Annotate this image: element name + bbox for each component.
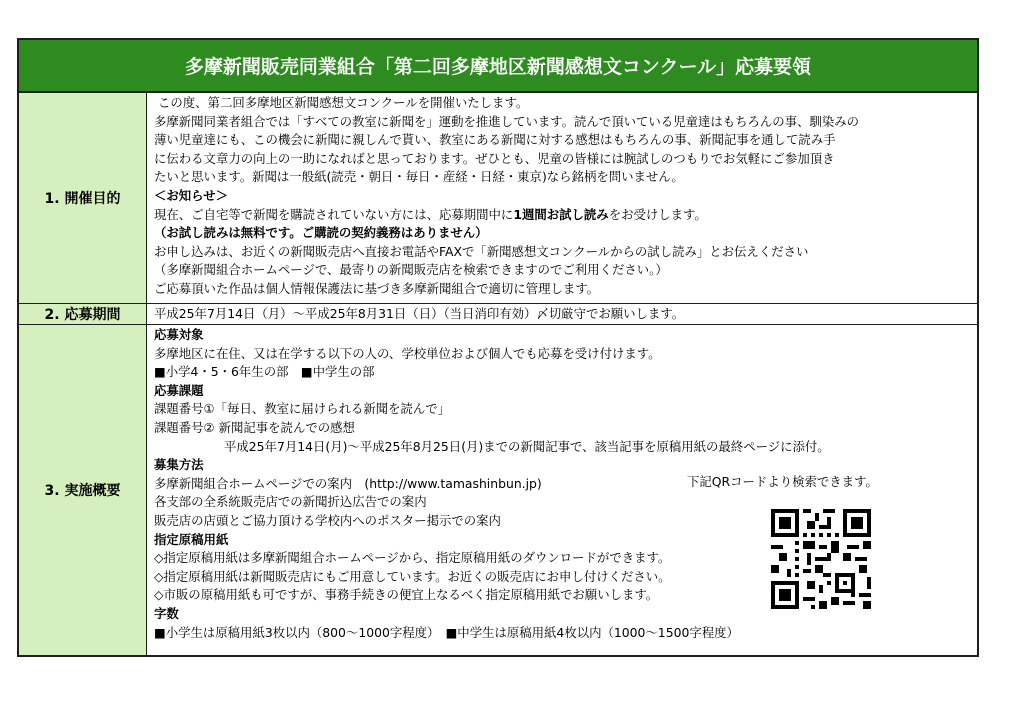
text-line: 薄い児童達にも、この機会に新聞に親しんで貰い、教室にある新聞に対する感想はもちろんの事、新聞記事を通して読み手 [154,132,836,148]
subheading: 応募対象 [154,327,204,342]
text-line: ◇指定原稿用紙は新聞販売店にもご用意しています。お近くの販売店にお申し付けください。 [154,568,671,584]
text-line: ■小学4・5・6年生の部 ■中学生の部 [154,364,375,380]
text-line: 平成25年7月14日（月）～平成25年8月31日（日）（当日消印有効）〆切厳守でお願いします。 [154,306,685,321]
text-line: 多摩地区に在住、又は在学する以下の人の、学校単位および個人でも応募を受け付けます。 [154,345,661,361]
text-line: ◇市販の原稿用紙も可ですが、事務手続きの便宜上なるべく指定原稿用紙でお願いします。 [154,587,659,603]
page-title: 多摩新聞販売同業組合「第二回多摩地区新聞感想文コンクール」応募要領 [19,40,977,93]
notice-heading: ＜お知らせ＞ [154,187,228,203]
text-line: 多摩新聞同業者組合では「すべての教室に新聞を」運動を推進しています。読んで頂いている児童達はもちろんの事、馴染みの [154,113,860,129]
qr-note: 下記QRコードより検索できます。 [687,474,878,489]
section-period [19,304,977,325]
text-line: に伝わる文章力の向上の一助になればと思っております。ぜひとも、児童の皆様には腕試しのつもりでお気軽にご参加頂き [154,150,835,166]
text-line: （お試し読みは無料です。ご購読の契約義務はありません） [154,225,488,241]
subheading: 応募課題 [154,382,204,398]
section-body [147,325,977,655]
text-line: 販売店の店頭とご協力頂ける学校内へのポスター掲示での案内 [154,512,501,528]
section-body [147,304,977,324]
text-line: ご応募頂いた作品は個人情報保護法に基づき多摩新聞組合で適切に管理します。 [154,280,600,296]
section-heading: 1. 開催目的 [19,93,147,303]
text-line: この度、第二回多摩地区新聞感想文コンクールを開催いたします。 [158,95,529,110]
text-line: （多摩新聞組合ホームページで、最寄りの新聞販売店を検索できますのでご利用ください。） [154,262,668,278]
text-line: 平成25年7月14日(月)～平成25年8月25日(月)までの新聞記事で、該当記事を原稿用紙の最終ページに添付。 [224,438,830,454]
subheading: 字数 [154,605,179,621]
document-sheet [17,38,979,657]
text-line: ■小学生は原稿用紙3枚以内（800～1000字程度） ■中学生は原稿用紙4枚以内（1000～1500字程度） [154,624,739,640]
text-line: たいと思います。新聞は一般紙(読売・朝日・毎日・産経・日経・東京)なら銘柄を問いません。 [154,169,684,185]
qr-code-icon[interactable] [771,509,871,609]
subheading: 指定原稿用紙 [154,531,229,547]
text-line: 課題番号①「毎日、教室に届けられる新聞を読んで」 [154,401,451,417]
text-line: お申し込みは、お近くの新聞販売店へ直接お電話やFAXで「新聞感想文コンクールからの試し読み」とお伝えください [154,243,809,259]
text-line: ◇指定原稿用紙は多摩新聞組合ホームページから、指定原稿用紙のダウンロードができます。 [154,550,671,566]
subheading: 募集方法 [154,457,204,473]
text-line: 課題番号② 新聞記事を読んでの感想 [154,419,355,435]
section-purpose [19,93,977,304]
section-body [147,93,977,303]
section-heading: 3. 実施概要 [19,325,147,655]
section-heading: 2. 応募期間 [19,304,147,324]
text-line: 各支部の全系統販売店での新聞折込広告での案内 [154,494,427,510]
text-line: 多摩新聞組合ホームページでの案内 (http://www.tamashinbun.jp) [154,475,542,491]
section-overview [19,325,977,655]
text-line: 現在、ご自宅等で新聞を購読されていない方には、応募期間中に1週間お試し読みをお受けします。 [154,206,707,222]
